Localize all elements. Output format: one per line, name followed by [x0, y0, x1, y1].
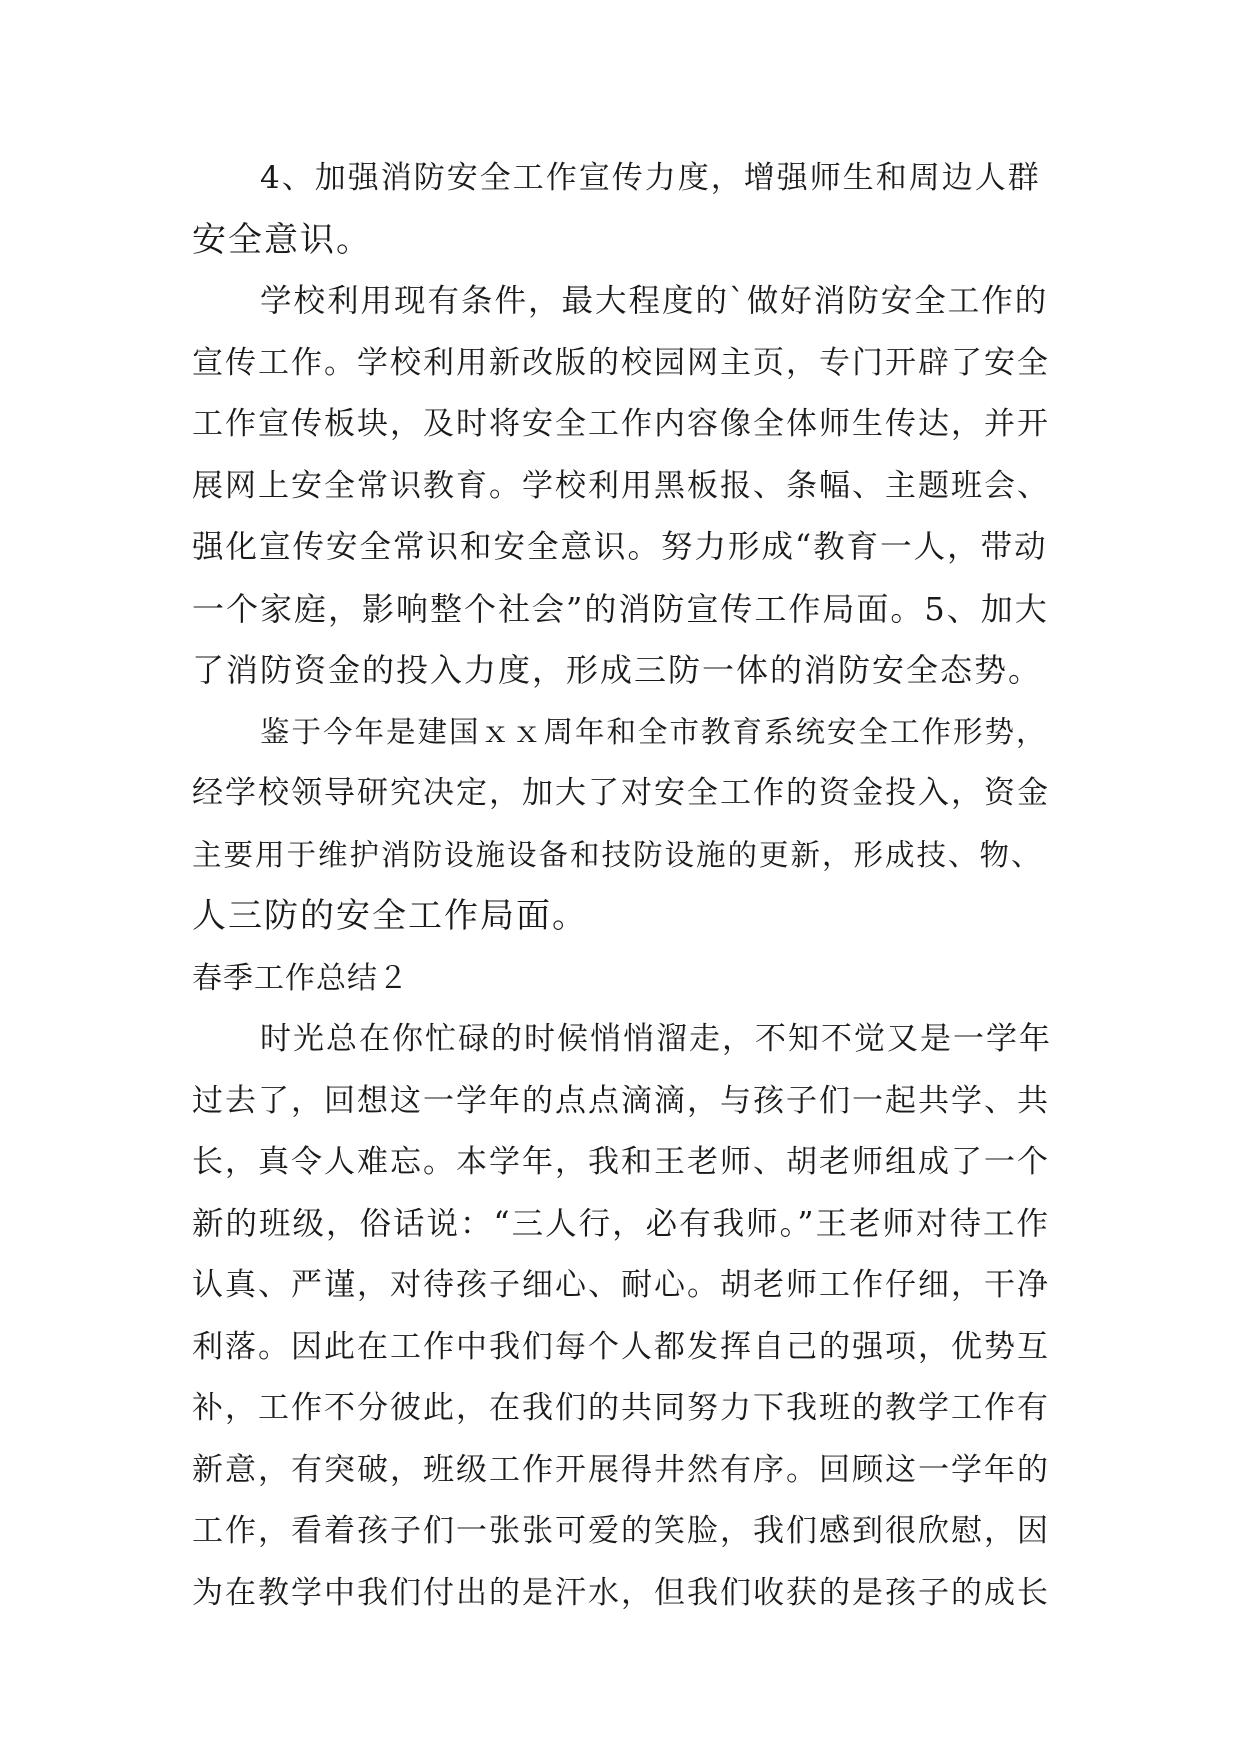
text-line: 工作宣传板块，及时将安全工作内容像全体师生传达，并开 — [192, 406, 1050, 442]
text-line: 了消防资金的投入力度，形成三防一体的消防安全态势。 — [192, 651, 1043, 689]
text-line: 时光总在你忙碌的时候悄悄溜走，不知不觉又是一学年 — [260, 1021, 1052, 1057]
text-line: 鉴于今年是建国ｘｘ周年和全市教育系统安全工作形势， — [260, 714, 1048, 749]
text-line: 工作，看着孩子们一张张可爱的笑脸，我们感到很欣慰，因 — [192, 1513, 1050, 1549]
text-line: 展网上安全常识教育。学校利用黑板报、条幅、主题班会、 — [192, 467, 1050, 504]
text-line: 新意，有突破，班级工作开展得井然有序。回顾这一学年的 — [192, 1451, 1050, 1488]
text-line: 认真、严谨，对待孩子细心、耐心。胡老师工作仔细，干净 — [192, 1267, 1050, 1303]
text-line: 经学校领导研究决定，加大了对安全工作的资金投入，资金 — [192, 775, 1050, 811]
section-heading: 春季工作总结２ — [192, 960, 409, 996]
text-line: 4、加强消防安全工作宣传力度，增强师生和周边人群 — [260, 160, 1041, 196]
text-line: 新的班级，俗话说：“三人行，必有我师。”王老师对待工作 — [192, 1205, 1050, 1242]
document-body — [192, 148, 1052, 1624]
text-line: 学校利用现有条件，最大程度的`做好消防安全工作的 — [260, 283, 1049, 319]
text-line: 主要用于维护消防设施设备和技防设施的更新，形成技、物、 — [192, 837, 1043, 872]
text-line: 强化宣传安全常识和安全意识。努力形成“教育一人，带动 — [192, 529, 1048, 565]
text-line: 人三防的安全工作局面。 — [192, 896, 588, 936]
text-line: 长，真令人难忘。本学年，我和王老师、胡老师组成了一个 — [192, 1144, 1050, 1180]
text-line: 过去了，回想这一学年的点点滴滴，与孩子们一起共学、共 — [192, 1082, 1050, 1119]
text-line: 补，工作不分彼此，在我们的共同努力下我班的教学工作有 — [192, 1390, 1050, 1426]
text-line: 为在教学中我们付出的是汗水，但我们收获的是孩子的成长 — [192, 1574, 1050, 1611]
text-line: 一个家庭，影响整个社会”的消防宣传工作局面。5、加大 — [192, 589, 1049, 628]
text-line: 安全意识。 — [192, 219, 372, 260]
text-line: 宣传工作。学校利用新改版的校园网主页，专门开辟了安全 — [192, 344, 1050, 381]
text-line: 利落。因此在工作中我们每个人都发挥自己的强项，优势互 — [192, 1328, 1050, 1365]
